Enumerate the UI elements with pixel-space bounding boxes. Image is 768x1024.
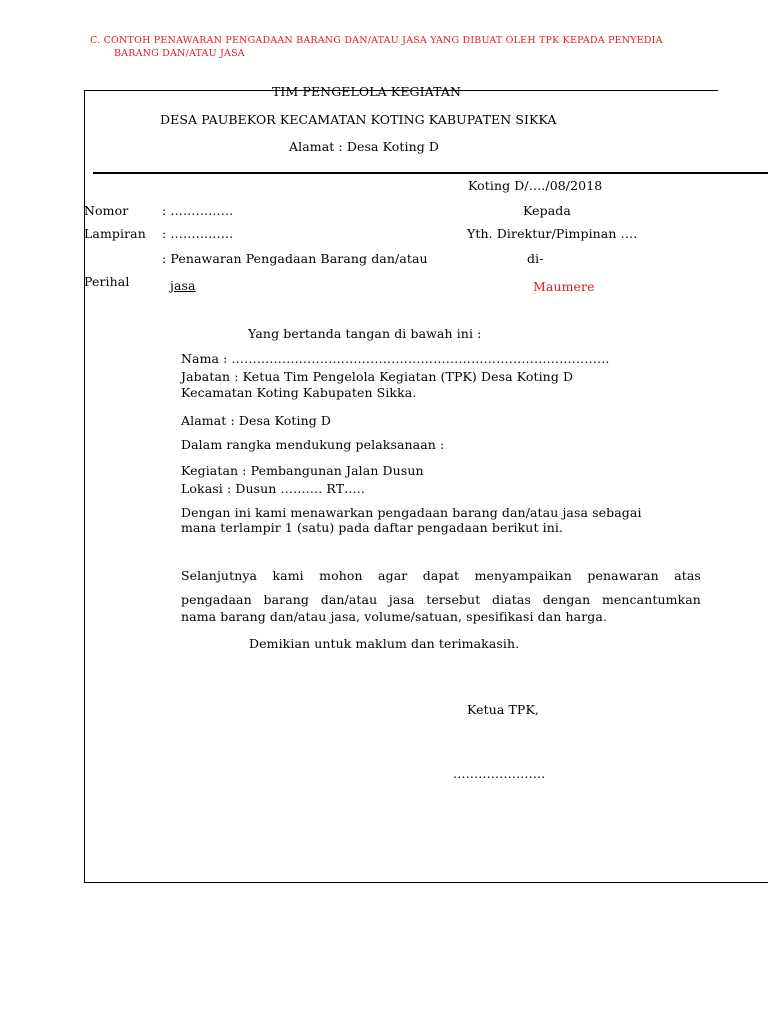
body-offer-line1: Dengan ini kami menawarkan pengadaan barang dan/atau jasa sebagai [181,505,642,520]
perihal-value-line2: jasa [170,278,196,293]
body-next-line1 [181,568,701,583]
section-heading-line1: C. CONTOH PENAWARAN PENGADAAN BARANG DAN/ATAU JASA YANG DIBUAT OLEH TPK KEPADA PENYEDIA [90,35,663,46]
word: barang [263,592,310,607]
word: Selanjutnya [181,568,258,583]
lampiran-label: Lampiran [84,226,146,241]
recipient-di: di- [527,251,544,266]
body-jabatan-line1: Jabatan : Ketua Tim Pengelola Kegiatan (TPK) Desa Koting D [181,369,574,384]
date-line: Koting D/…./08/2018 [468,178,603,193]
letterhead-address: Alamat : Desa Koting D [289,139,440,154]
recipient-yth: Yth. Direktur/Pimpinan …. [467,226,638,241]
body-rangka: Dalam rangka mendukung pelaksanaan : [181,437,445,452]
frame-bottom-border [84,882,768,883]
word: menyampaikan [474,568,572,583]
word: dapat [422,568,460,583]
signature-name: …………………. [453,766,546,781]
body-next-line2 [181,592,701,607]
perihal-label: Perihal [84,274,130,289]
word: kami [272,568,304,583]
lampiran-value: : …………… [162,226,234,241]
word: jasa [388,592,415,607]
recipient-city: Maumere [533,279,595,294]
word: mencantumkan [601,592,701,607]
word: penawaran [587,568,659,583]
word: pengadaan [181,592,252,607]
word: dengan [542,592,591,607]
letterhead-village: DESA PAUBEKOR KECAMATAN KOTING KABUPATEN SIKKA [160,112,557,127]
body-jabatan-line2: Kecamatan Koting Kabupaten Sikka. [181,385,417,400]
body-intro: Yang bertanda tangan di bawah ini : [248,326,482,341]
word: dan/atau [320,592,378,607]
perihal-value-line1: : Penawaran Pengadaan Barang dan/atau [162,251,428,266]
body-kegiatan: Kegiatan : Pembangunan Jalan Dusun [181,463,424,478]
body-alamat: Alamat : Desa Koting D [181,413,332,428]
signature-role: Ketua TPK, [467,702,539,717]
recipient-kepada: Kepada [523,203,571,218]
word: tersebut [426,592,481,607]
section-heading-line2: BARANG DAN/ATAU JASA [114,48,245,59]
body-lokasi: Lokasi : Dusun ………. RT….. [181,481,365,496]
body-closing: Demikian untuk maklum dan terimakasih. [249,636,520,651]
word: mohon [319,568,363,583]
word: agar [378,568,408,583]
nomor-value: : …………… [162,203,234,218]
body-next-line3: nama barang dan/atau jasa, volume/satuan, spesifikasi dan harga. [181,609,608,624]
letterhead-rule [93,172,768,174]
nomor-label: Nomor [84,203,129,218]
body-offer-line2: mana terlampir 1 (satu) pada daftar pengadaan berikut ini. [181,520,564,535]
body-nama: Nama : ……………………………………………………………………………… [181,351,610,366]
letterhead-org: TIM PENGELOLA KEGIATAN [272,84,462,99]
word: diatas [492,592,531,607]
word: atas [674,568,701,583]
